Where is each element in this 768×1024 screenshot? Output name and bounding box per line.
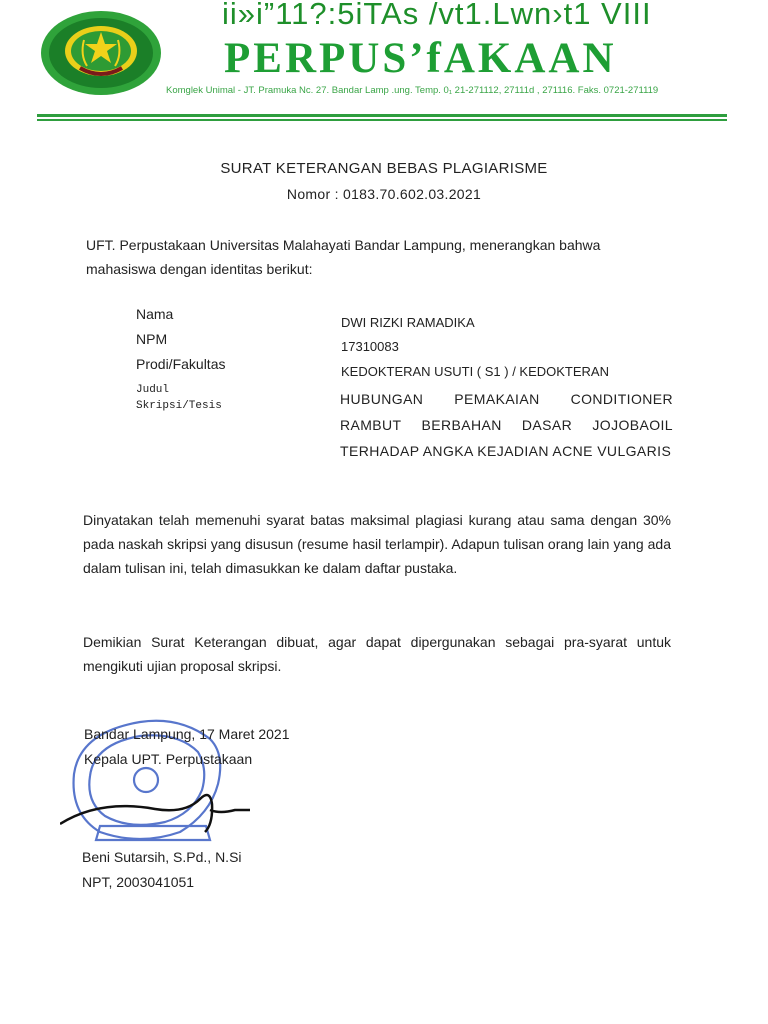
university-logo bbox=[40, 10, 162, 96]
signatory-position: Kepala UPT. Perpustakaan bbox=[84, 751, 253, 767]
statement-paragraph: Dinyatakan telah memenuhi syarat batas maksimal plagiasi kurang atau sama dengan 30% pada naskah skripsi yang disusun (resume hasil terlampir). Adapun tulisan orang lain yang ada dalam tulisan ini, telah dimasukkan ke dalam daftar pustaka. bbox=[83, 512, 671, 576]
value-npm: 17310083 bbox=[341, 339, 399, 354]
header-address: Komglek Unimal - JT. Pramuka Nc. 27. Bandar Lamp .ung. Temp. 0₁ 21-271112, 27111d , 271116. Faks. 0721-271119 bbox=[166, 85, 659, 96]
header-divider bbox=[37, 114, 727, 117]
label-npm: NPM bbox=[136, 331, 168, 347]
intro-paragraph bbox=[86, 233, 668, 281]
intro-text: Perpustakaan Universitas Malahayati Bandar Lampung, menerangkan bahwa mahasiswa dengan identitas berikut: bbox=[86, 237, 601, 277]
header-line-1: ii»i”11?:5iTAs /vt1.Lwn›t1 VIII bbox=[222, 0, 652, 31]
place-date: Bandar Lampung, 17 Maret 2021 bbox=[84, 726, 290, 742]
signatory-name: Beni Sutarsih, S.Pd., N.Si bbox=[82, 849, 242, 865]
intro-prefix: UFT. bbox=[86, 237, 116, 253]
value-nama: DWI RIZKI RAMADIKA bbox=[341, 315, 475, 330]
label-judul: Judul bbox=[136, 384, 170, 396]
signatory-npt: NPT, 2003041051 bbox=[82, 874, 195, 890]
header-divider-thin bbox=[37, 119, 727, 121]
value-judul: HUBUNGAN PEMAKAIAN CONDITIONER RAMBUT BERBAHAN DASAR JOJOBAOIL TERHADAP ANGKA KEJADIAN ACNE VULGARIS bbox=[340, 391, 673, 459]
label-skripsi: Skripsi/Tesis bbox=[136, 400, 222, 412]
letter-number: Nomor : 0183.70.602.03.2021 bbox=[286, 186, 482, 202]
closing-paragraph: Demikian Surat Keterangan dibuat, agar dapat dipergunakan sebagai pra-syarat untuk mengikuti ujian proposal skripsi. bbox=[83, 634, 671, 674]
label-nama: Nama bbox=[136, 306, 174, 322]
letter-title: SURAT KETERANGAN BEBAS PLAGIARISME bbox=[220, 160, 548, 177]
value-prodi: KEDOKTERAN USUTI ( S1 ) / KEDOKTERAN bbox=[341, 364, 609, 379]
label-prodi: Prodi/Fakultas bbox=[136, 356, 226, 372]
header-library-title: PERPUS’fAKAAN bbox=[224, 35, 617, 82]
